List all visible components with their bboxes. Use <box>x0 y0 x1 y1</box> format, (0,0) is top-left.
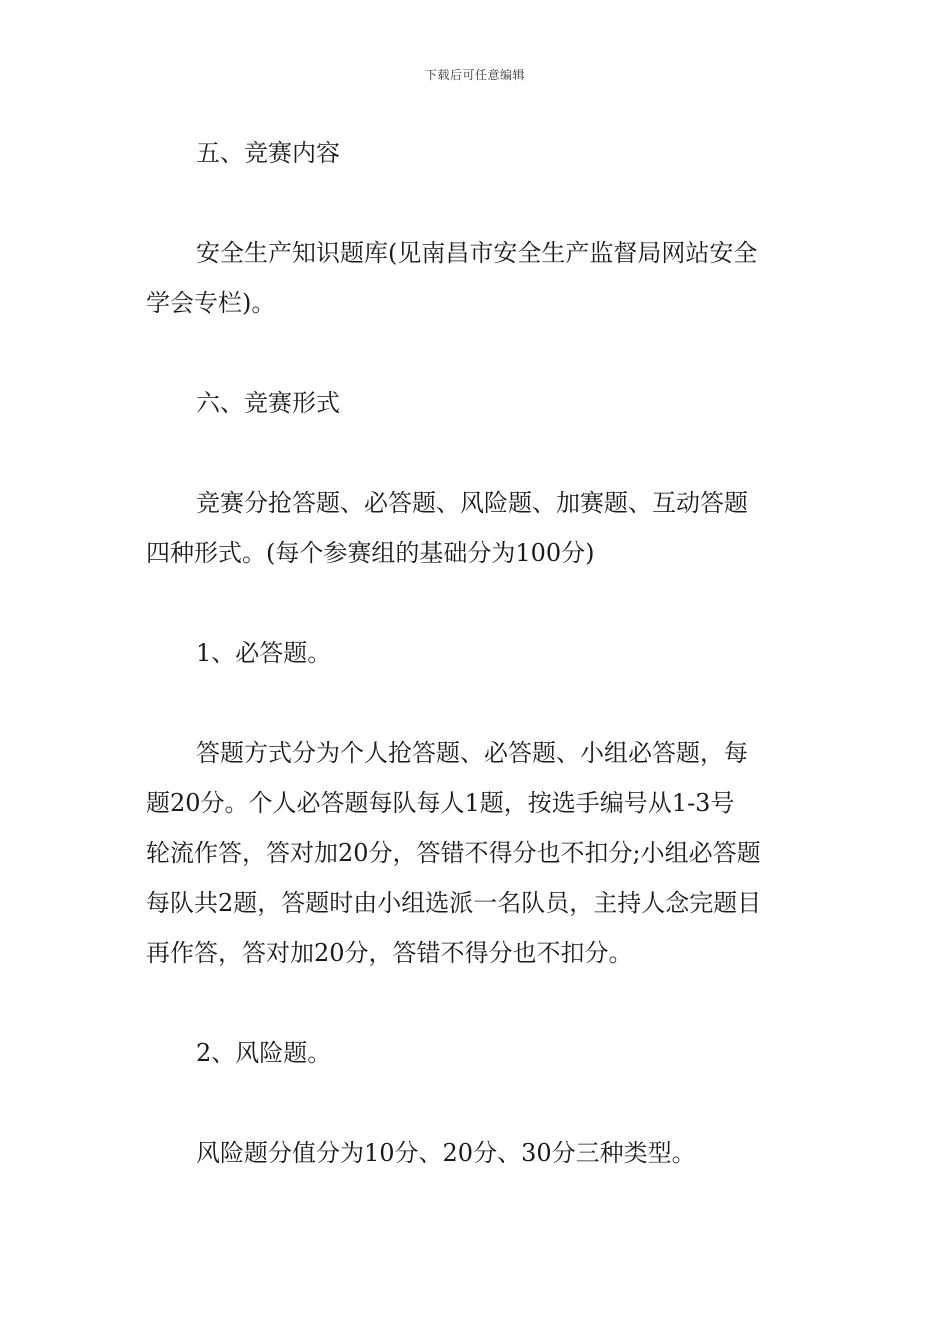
spacer <box>146 328 806 378</box>
section-heading-format: 六、竞赛形式 <box>196 389 340 417</box>
section-heading-content: 五、竞赛内容 <box>196 139 340 167</box>
spacer <box>146 978 806 1028</box>
spacer <box>146 678 806 728</box>
spacer <box>146 1078 806 1128</box>
paragraph-line: 题20分。个人必答题每队每人1题，按选手编号从1-3号 <box>146 789 735 817</box>
spacer <box>146 578 806 628</box>
spacer <box>146 428 806 478</box>
paragraph-line: 每队共2题，答题时由小组选派一名队员，主持人念完题目 <box>146 889 762 917</box>
paragraph-line: 安全生产知识题库(见南昌市安全生产监督局网站安全 <box>196 239 758 267</box>
paragraph-line: 四种形式。(每个参赛组的基础分为100分) <box>146 539 595 567</box>
paragraph-line: 再作答，答对加20分，答错不得分也不扣分。 <box>146 939 633 967</box>
item-heading-required: 1、必答题。 <box>196 639 332 667</box>
spacer <box>146 178 806 228</box>
paragraph-line: 答题方式分为个人抢答题、必答题、小组必答题，每 <box>196 739 748 767</box>
paragraph-line: 轮流作答，答对加20分，答错不得分也不扣分;小组必答题 <box>146 839 761 867</box>
paragraph-line: 学会专栏)。 <box>146 289 276 317</box>
paragraph-line: 竞赛分抢答题、必答题、风险题、加赛题、互动答题 <box>196 489 748 517</box>
paragraph-line: 风险题分值分为10分、20分、30分三种类型。 <box>196 1139 696 1167</box>
document-body <box>146 128 806 1178</box>
page-header-note: 下载后可任意编辑 <box>424 68 525 82</box>
item-heading-risk: 2、风险题。 <box>196 1039 332 1067</box>
